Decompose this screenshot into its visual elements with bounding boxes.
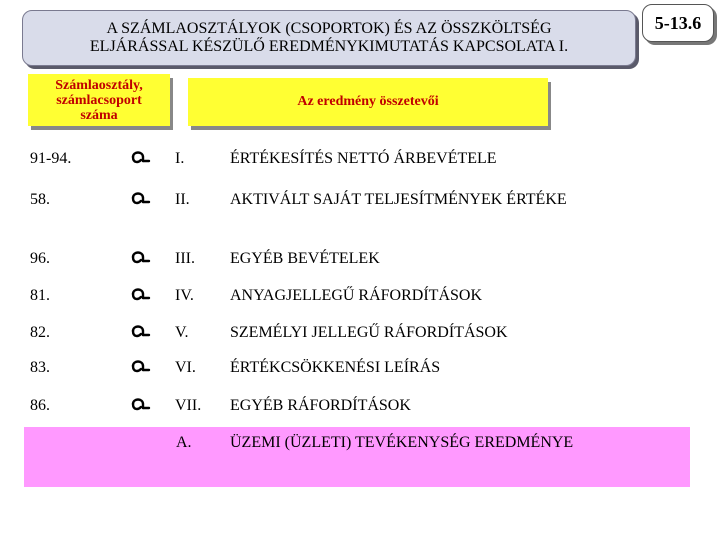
row-label: SZEMÉLYI JELLEGŰ RÁFORDÍTÁSOK bbox=[230, 324, 508, 341]
table-row bbox=[0, 244, 720, 274]
roman-numeral: VI. bbox=[175, 359, 196, 376]
result-label: ÜZEMI (ÜZLETI) TEVÉKENYSÉG EREDMÉNYE bbox=[230, 434, 574, 451]
right-arrow-icon bbox=[130, 248, 152, 270]
table-row bbox=[0, 318, 720, 348]
right-arrow-icon bbox=[130, 322, 152, 344]
header-account-line-2: számlacsoport bbox=[56, 92, 142, 108]
roman-numeral: I. bbox=[175, 150, 185, 167]
table-row bbox=[0, 391, 720, 421]
row-label: EGYÉB RÁFORDÍTÁSOK bbox=[230, 397, 411, 414]
header-account-line-3: száma bbox=[80, 107, 118, 123]
slide-code-badge bbox=[642, 4, 714, 42]
result-roman-numeral: A. bbox=[176, 434, 192, 451]
slide-code: 5-13.6 bbox=[654, 12, 702, 33]
row-label: ÉRTÉKCSÖKKENÉSI LEÍRÁS bbox=[230, 359, 441, 376]
roman-numeral: V. bbox=[175, 324, 189, 341]
roman-numeral: III. bbox=[175, 250, 195, 267]
account-number: 81. bbox=[30, 287, 50, 304]
header-result-label: Az eredmény összetevői bbox=[297, 94, 439, 109]
table-row bbox=[0, 281, 720, 311]
header-account-number bbox=[28, 74, 170, 126]
account-number: 96. bbox=[30, 250, 50, 267]
row-label: AKTIVÁLT SAJÁT TELJESÍTMÉNYEK ÉRTÉKE bbox=[230, 191, 567, 208]
account-number: 58. bbox=[30, 191, 50, 208]
right-arrow-icon bbox=[130, 148, 152, 170]
title-box bbox=[22, 10, 636, 66]
roman-numeral: IV. bbox=[175, 287, 194, 304]
row-label: ANYAGJELLEGŰ RÁFORDÍTÁSOK bbox=[230, 287, 482, 304]
title-line-2: ELJÁRÁSSAL KÉSZÜLŐ EREDMÉNYKIMUTATÁS KAPCSOLATA I. bbox=[89, 38, 569, 55]
right-arrow-icon bbox=[130, 395, 152, 417]
account-number: 91-94. bbox=[30, 150, 72, 167]
row-label: EGYÉB BEVÉTELEK bbox=[230, 250, 380, 267]
right-arrow-icon bbox=[130, 189, 152, 211]
account-number: 82. bbox=[30, 324, 50, 341]
header-account-line-1: Számlaosztály, bbox=[55, 77, 143, 93]
roman-numeral: VII. bbox=[175, 397, 202, 414]
row-label: ÉRTÉKESÍTÉS NETTÓ ÁRBEVÉTELE bbox=[230, 150, 497, 167]
account-number: 86. bbox=[30, 397, 50, 414]
table-row bbox=[0, 144, 720, 174]
right-arrow-icon bbox=[130, 285, 152, 307]
title-line-1: A SZÁMLAOSZTÁLYOK (CSOPORTOK) ÉS AZ ÖSSZKÖLTSÉG bbox=[106, 20, 552, 37]
right-arrow-icon bbox=[130, 357, 152, 379]
roman-numeral: II. bbox=[175, 191, 190, 208]
header-result-components bbox=[188, 78, 548, 126]
table-row bbox=[0, 353, 720, 383]
account-number: 83. bbox=[30, 359, 50, 376]
table-row bbox=[0, 185, 720, 215]
